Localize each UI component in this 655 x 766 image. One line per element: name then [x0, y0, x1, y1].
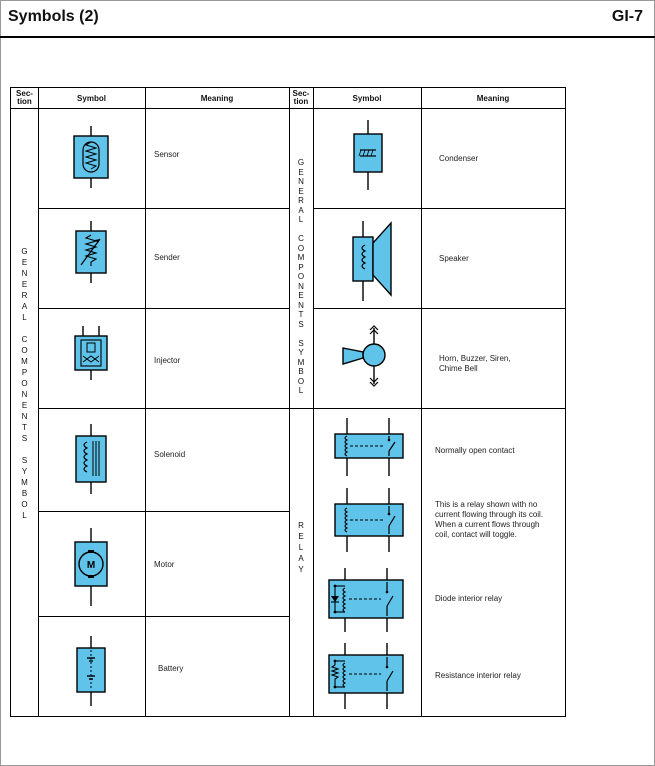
meaning-battery: Battery — [158, 664, 184, 673]
horn-symbol-icon — [341, 324, 391, 388]
motor-symbol-icon — [73, 528, 109, 606]
meaning-relay-no: Normally open contact — [435, 446, 515, 455]
meaning-motor: Motor — [154, 560, 175, 569]
header-symbol-left: Symbol — [77, 94, 106, 103]
meaning-speaker: Speaker — [439, 254, 469, 263]
battery-symbol-icon — [73, 636, 109, 706]
sender-symbol-icon — [71, 221, 111, 283]
meaning-solenoid: Solenoid — [154, 450, 186, 459]
header-meaning-right: Meaning — [476, 94, 510, 103]
header-meaning-left: Meaning — [200, 94, 234, 103]
condenser-symbol-icon — [351, 120, 385, 190]
symbols-table — [10, 87, 566, 717]
relay-resistance-symbol-icon — [327, 643, 407, 709]
meaning-sender: Sender — [154, 253, 180, 262]
relay-nc-symbol-icon — [333, 488, 405, 552]
meaning-horn: Horn, Buzzer, Siren, Chime Bell — [439, 354, 511, 373]
meaning-relay-diode: Diode interior relay — [435, 594, 503, 603]
meaning-relay-resistance: Resistance interior relay — [435, 671, 521, 680]
injector-symbol-icon — [71, 326, 111, 386]
section-label-general-right: G E N E R A L C O M P O N E N T S S Y M B O L — [297, 158, 305, 395]
section-label-relay: R E L A Y — [298, 521, 304, 574]
meaning-injector: Injector — [154, 356, 181, 365]
sensor-symbol-icon — [71, 126, 111, 188]
speaker-symbol-icon — [351, 221, 393, 301]
header-symbol-right: Symbol — [352, 94, 382, 103]
svg-text:M: M — [86, 560, 96, 571]
meaning-sensor: Sensor — [154, 150, 180, 159]
relay-diode-symbol-icon — [327, 568, 407, 632]
meaning-condenser: Condenser — [439, 154, 479, 163]
header-section-right: Sec- tion — [292, 89, 310, 107]
page-title: Symbols (2) — [8, 8, 99, 25]
meaning-relay-nc: This is a relay shown with no current flowing through its coil. When a current flows through coil, contact will toggle. — [435, 500, 544, 539]
solenoid-symbol-icon — [73, 424, 109, 494]
header-section-left: Sec- tion — [16, 89, 33, 107]
page-header — [0, 0, 655, 38]
relay-no-symbol-icon — [333, 418, 405, 476]
page-number: GI-7 — [611, 8, 643, 25]
section-label-general-left: G E N E R A L C O M P O N E N T S S Y M B O L — [21, 247, 28, 520]
